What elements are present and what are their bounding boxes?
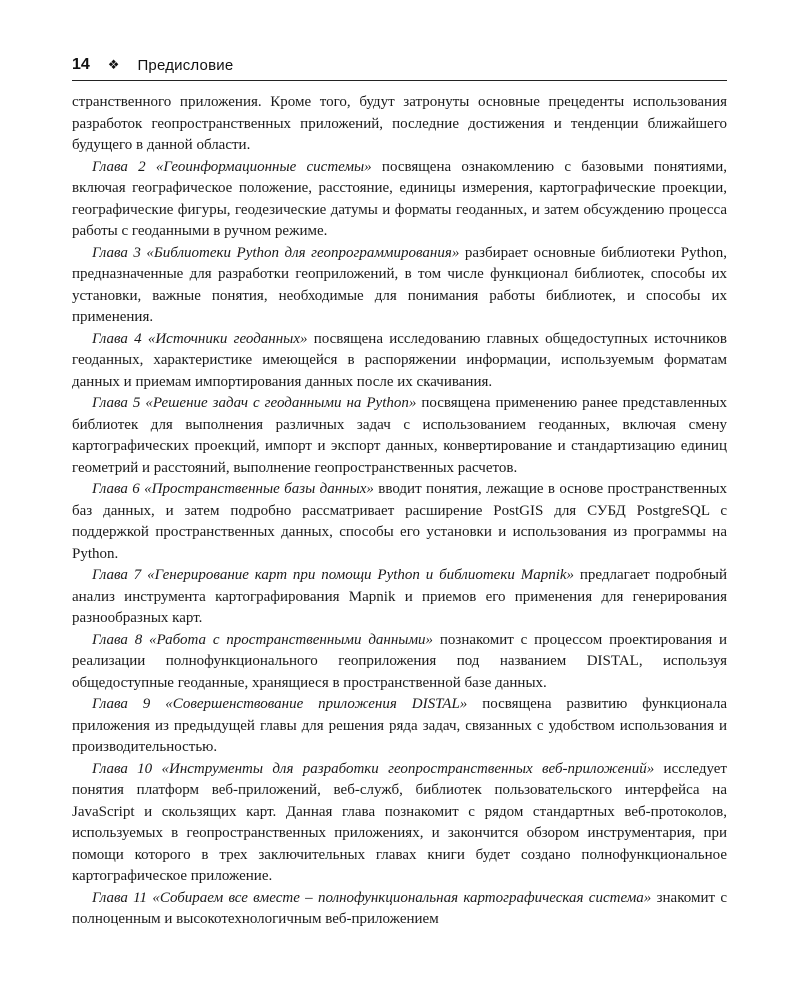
chapter-title: Глава 7 «Генерирование карт при помощи Python и библиотеки Mapnik» [92, 567, 575, 583]
chapter-paragraph-10 [72, 759, 727, 888]
chapter-title: Глава 5 «Решение задач с геоданными на Python» [92, 395, 417, 411]
chapter-paragraph-7 [72, 565, 727, 630]
chapter-description: посвящена развитию функционала приложения из предыдущей главы для решения ряда задач, связанных с удобством использования и производительностью. [72, 696, 727, 755]
chapter-title: Глава 8 «Работа с пространственными данными» [92, 631, 434, 648]
chapter-description: посвящена ознакомлению с базовыми понятиями, включая географическое положение, расстояние, единицы измерения, картографические проекции, географические фигуры, геодезические датумы и форматы геоданных, и затем обсуждению процесса работы с геоданными в ручном режиме. [72, 158, 727, 239]
chapter-paragraph-4 [72, 329, 727, 394]
chapter-description: разбирает основные библиотеки Python, предназначенные для разработки геоприложений, в том числе функционал библиотек, способы их установки, важные понятия, необходимые для понимания работы библиотек, и способы их применения. [72, 244, 727, 325]
chapter-description: знакомит с полноценным и высокотехнологичным веб-приложением [72, 889, 727, 927]
chapter-description: познакомит с процессом проектирования и реализации полнофункционального геоприложения под названием DISTAL, используя общедоступные геоданные, хранящиеся в пространственной базе данных. [72, 631, 727, 691]
book-page [72, 54, 727, 931]
chapter-title: Глава 6 «Пространственные базы данных» [92, 481, 374, 497]
chapter-paragraph-3 [72, 243, 727, 329]
chapter-paragraph-9 [72, 694, 727, 759]
chapter-description: вводит понятия, лежащие в основе пространственных баз данных, и затем подробно рассматривает расширение PostGIS для СУБД PostgreSQL с поддержкой пространственных данных, способы его установки и использования из программы на Python. [72, 481, 727, 562]
ornament-icon: ❖ [107, 57, 120, 72]
page-number: 14 [72, 56, 90, 73]
chapter-title: Глава 11 «Собираем все вместе – полнофункциональная картографическая система» [92, 889, 652, 906]
chapter-title: Глава 9 «Совершенствование приложения DISTAL» [92, 696, 468, 712]
chapter-title: Глава 2 «Геоинформационные системы» [92, 158, 372, 175]
chapter-paragraph-11 [72, 888, 727, 931]
continuation-paragraph: странственного приложения. Кроме того, будут затронуты основные прецеденты использования разработок геопространственных приложений, последние достижения и тенденции ближайшего будущего в данной области. [72, 94, 727, 153]
chapter-description: исследует понятия платформ веб-приложений, веб-служб, библиотек пользовательского интерфейса на JavaScript и скользящих карт. Данная глава познакомит с рядом стандартных веб-протоколов, используемых в геопространственных приложениях, и закончится обзором инструментария, при помощи которого в трех заключительных главах книги будет создано полнофункциональное картографическое приложение. [72, 760, 727, 884]
running-head [72, 54, 727, 81]
chapter-title: Глава 3 «Библиотеки Python для геопрограммирования» [92, 244, 460, 261]
chapter-paragraph-8 [72, 630, 727, 695]
chapter-paragraph-2 [72, 157, 727, 243]
chapter-paragraph-6 [72, 479, 727, 565]
section-title: Предисловие [137, 56, 234, 74]
chapter-description: посвящена исследованию главных общедоступных источников геоданных, характеристике имеющейся в распоряжении информации, используемым форматам данных и приемам импортирования данных после их скачивания. [72, 330, 727, 390]
body-text [72, 92, 727, 931]
chapter-description: посвящена применению ранее представленных библиотек для выполнения различных задач с использованием геоданных, включая смену картографических проекций, импорт и экспорт данных, конвертирование и стандартизацию единиц геометрий и расстояний, выполнение геопространственных расчетов. [72, 395, 727, 476]
chapter-title: Глава 4 «Источники геоданных» [92, 330, 308, 347]
chapter-description: предлагает подробный анализ инструмента картографирования Mapnik и приемов его применения для генерирования разнообразных карт. [72, 567, 728, 626]
chapter-paragraph-5 [72, 393, 727, 479]
chapter-title: Глава 10 «Инструменты для разработки геопространственных веб-приложений» [92, 760, 655, 777]
